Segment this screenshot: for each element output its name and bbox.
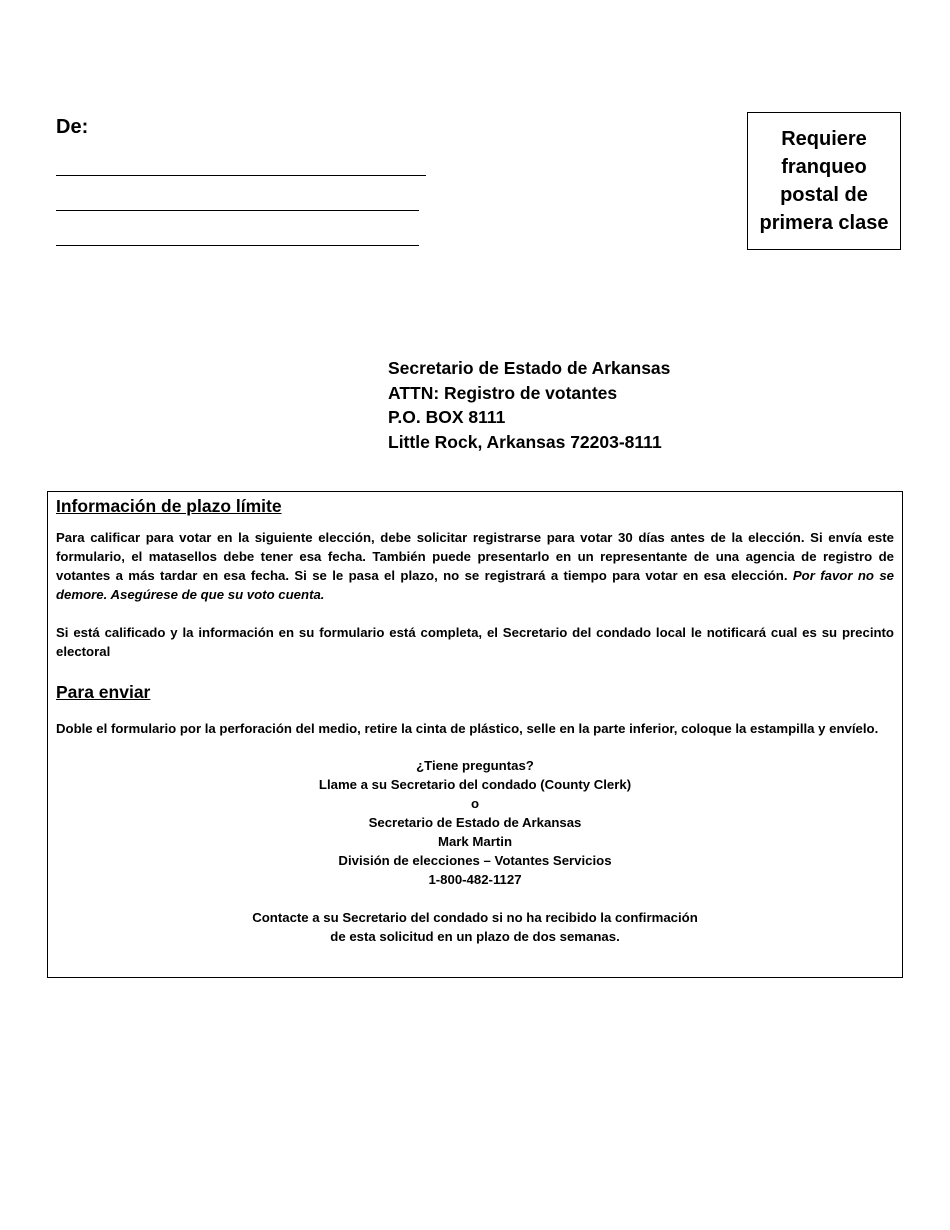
- address-line-1: Secretario de Estado de Arkansas: [388, 358, 671, 378]
- address-line-3: P.O. BOX 8111: [388, 407, 506, 427]
- contact-phone: 1-800-482-1127: [428, 872, 522, 887]
- contact-call-clerk: Llame a su Secretario del condado (County Clerk): [318, 777, 632, 792]
- sender-line-2: [56, 190, 419, 211]
- deadline-emphasis: Por favor no se demore. Asegúrese de que su voto cuenta.: [56, 568, 894, 602]
- sender-line-1: [56, 155, 426, 176]
- address-line-4: Little Rock, Arkansas 72203-8111: [388, 431, 662, 452]
- deadline-text: Para calificar para votar en la siguiente elección, debe solicitar registrarse para votar 30 días antes de la elección. Si envía este formulario, el matasellos debe tener esa fecha. También puede presentarlo en un representante de una agencia de registro de votantes a más tardar en esa fecha. Si se le pasa el plazo, no se registrará a tiempo para votar en esa elección.: [56, 530, 894, 583]
- stamp-text: Requiere franqueo postal de primera clase: [759, 128, 889, 234]
- contact-block: [56, 756, 894, 946]
- info-box: [47, 491, 903, 978]
- contact-note-line-2: de esta solicitud en un plazo de dos semanas.: [330, 929, 620, 944]
- contact-or: o: [470, 796, 480, 811]
- deadline-paragraph-1: [56, 528, 894, 604]
- sender-block: [56, 116, 426, 260]
- contact-question: ¿Tiene preguntas?: [416, 758, 534, 773]
- stamp-box: [747, 112, 901, 250]
- deadline-paragraph-2: Si está calificado y la información en su formulario está completa, el Secretario del condado local le notificará cual es su precinto electoral: [56, 625, 894, 659]
- sender-label: De:: [56, 116, 89, 138]
- mailing-title: Para enviar: [56, 682, 151, 702]
- recipient-address: [388, 356, 670, 454]
- contact-note-line-1: Contacte a su Secretario del condado si no ha recibido la confirmación: [252, 910, 698, 925]
- contact-office: Secretario de Estado de Arkansas: [368, 815, 582, 830]
- contact-name: Mark Martin: [437, 834, 512, 849]
- contact-division: División de elecciones – Votantes Servicios: [338, 853, 612, 868]
- deadline-title: Información de plazo límite: [56, 496, 282, 516]
- address-line-2: ATTN: Registro de votantes: [388, 382, 618, 403]
- mailing-instructions: Doble el formulario por la perforación del medio, retire la cinta de plástico, selle en la parte inferior, coloque la estampilla y envíelo.: [56, 721, 879, 736]
- sender-line-3: [56, 225, 419, 246]
